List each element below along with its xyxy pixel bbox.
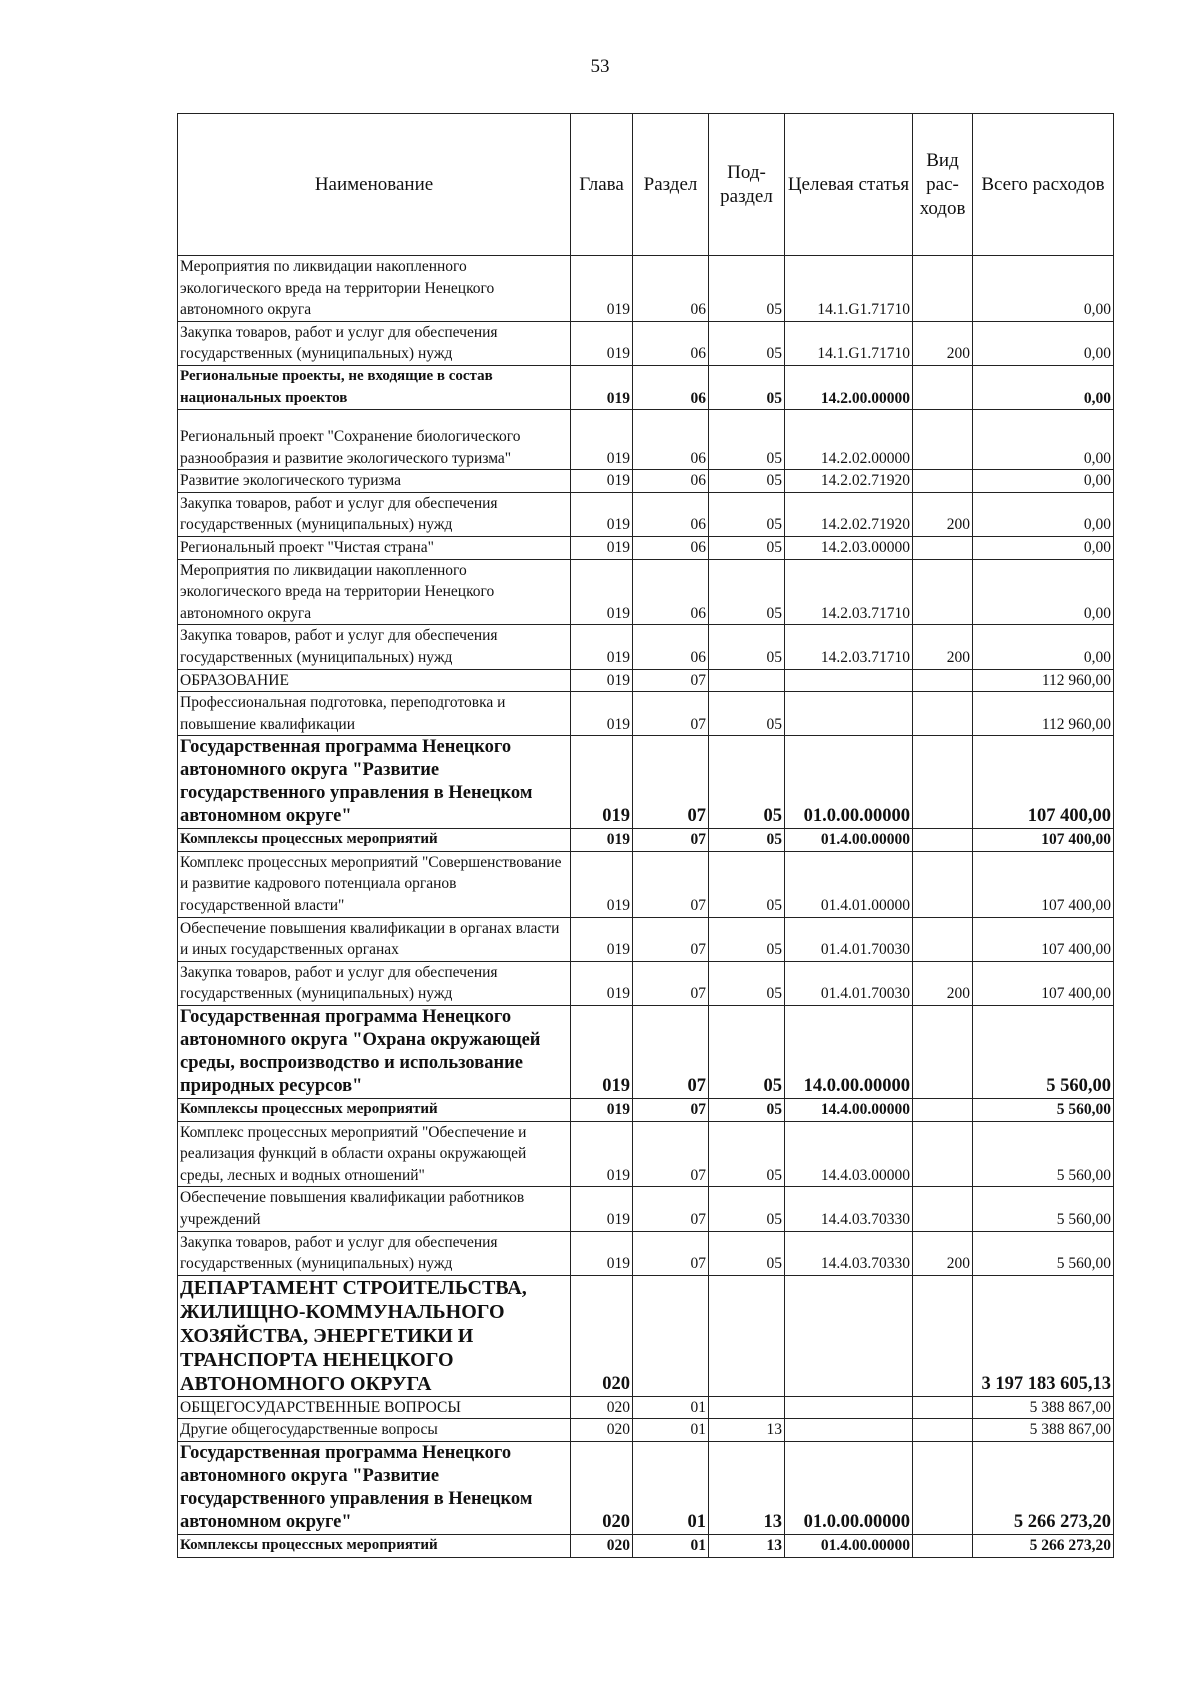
row-celevaya-statya: 01.4.01.70030 <box>785 961 913 1005</box>
row-name: Комплексы процессных мероприятий <box>178 1534 571 1557</box>
row-celevaya-statya: 14.2.03.71710 <box>785 559 913 625</box>
table-row <box>178 410 1114 470</box>
row-total: 0,00 <box>973 536 1114 559</box>
row-razdel: 07 <box>633 1187 709 1231</box>
row-total: 0,00 <box>973 470 1114 493</box>
table-row <box>178 1534 1114 1557</box>
row-vid-rashodov <box>913 1441 973 1534</box>
row-celevaya-statya: 01.4.01.70030 <box>785 917 913 961</box>
row-razdel: 06 <box>633 625 709 669</box>
row-vid-rashodov <box>913 470 973 493</box>
row-razdel: 01 <box>633 1534 709 1557</box>
row-celevaya-statya: 14.1.G1.71710 <box>785 256 913 322</box>
row-glava: 019 <box>571 492 633 536</box>
row-podrazdel: 05 <box>709 492 785 536</box>
row-razdel: 06 <box>633 365 709 409</box>
row-glava: 019 <box>571 1121 633 1187</box>
row-podrazdel: 05 <box>709 692 785 736</box>
row-total: 0,00 <box>973 625 1114 669</box>
row-celevaya-statya: 14.2.02.71920 <box>785 470 913 493</box>
row-podrazdel: 13 <box>709 1534 785 1557</box>
row-total: 0,00 <box>973 365 1114 409</box>
row-razdel: 07 <box>633 917 709 961</box>
row-total: 112 960,00 <box>973 692 1114 736</box>
row-vid-rashodov: 200 <box>913 625 973 669</box>
row-celevaya-statya: 14.4.03.70330 <box>785 1187 913 1231</box>
row-total: 5 266 273,20 <box>973 1441 1114 1534</box>
row-vid-rashodov <box>913 1534 973 1557</box>
row-celevaya-statya: 01.4.00.00000 <box>785 1534 913 1557</box>
row-podrazdel: 05 <box>709 321 785 365</box>
row-celevaya-statya: 01.4.00.00000 <box>785 829 913 852</box>
row-vid-rashodov <box>913 692 973 736</box>
row-glava: 020 <box>571 1275 633 1396</box>
row-name: Мероприятия по ликвидации накопленного экологического вреда на территории Ненецкого автономного округа <box>178 559 571 625</box>
table-header-row <box>178 114 1114 256</box>
row-podrazdel <box>709 1396 785 1419</box>
row-glava: 019 <box>571 961 633 1005</box>
row-name: Комплексы процессных мероприятий <box>178 829 571 852</box>
table-row <box>178 1419 1114 1442</box>
row-vid-rashodov: 200 <box>913 321 973 365</box>
budget-table <box>177 113 1114 1558</box>
row-razdel: 07 <box>633 1006 709 1099</box>
row-razdel: 07 <box>633 1121 709 1187</box>
row-celevaya-statya: 14.1.G1.71710 <box>785 321 913 365</box>
row-name: Обеспечение повышения квалификации в органах власти и иных государственных органах <box>178 917 571 961</box>
header-razdel: Раздел <box>633 114 709 256</box>
row-total: 5 388 867,00 <box>973 1419 1114 1442</box>
table-row <box>178 536 1114 559</box>
row-podrazdel: 05 <box>709 961 785 1005</box>
row-vid-rashodov: 200 <box>913 492 973 536</box>
row-celevaya-statya: 14.0.00.00000 <box>785 1006 913 1099</box>
table-row <box>178 692 1114 736</box>
row-glava: 019 <box>571 1006 633 1099</box>
row-razdel: 06 <box>633 492 709 536</box>
row-razdel: 07 <box>633 669 709 692</box>
row-name: Государственная программа Ненецкого автономного округа "Развитие государственного управления в Ненецком автономном округе" <box>178 1441 571 1534</box>
table-row <box>178 1099 1114 1122</box>
row-glava: 019 <box>571 851 633 917</box>
row-total: 3 197 183 605,13 <box>973 1275 1114 1396</box>
table-row <box>178 1275 1114 1396</box>
row-celevaya-statya: 14.2.00.00000 <box>785 365 913 409</box>
row-vid-rashodov <box>913 669 973 692</box>
row-celevaya-statya <box>785 1396 913 1419</box>
row-vid-rashodov <box>913 559 973 625</box>
row-vid-rashodov: 200 <box>913 961 973 1005</box>
table-row <box>178 625 1114 669</box>
row-vid-rashodov <box>913 851 973 917</box>
row-glava: 019 <box>571 1231 633 1275</box>
header-podrazdel: Под- раздел <box>709 114 785 256</box>
row-name: ОБРАЗОВАНИЕ <box>178 669 571 692</box>
row-vid-rashodov <box>913 917 973 961</box>
row-name: Закупка товаров, работ и услуг для обеспечения государственных (муниципальных) нужд <box>178 492 571 536</box>
row-celevaya-statya <box>785 669 913 692</box>
table-row <box>178 321 1114 365</box>
row-razdel: 07 <box>633 736 709 829</box>
row-glava: 019 <box>571 559 633 625</box>
row-name: ОБЩЕГОСУДАРСТВЕННЫЕ ВОПРОСЫ <box>178 1396 571 1419</box>
header-name: Наименование <box>178 114 571 256</box>
row-razdel: 07 <box>633 1099 709 1122</box>
row-name: Закупка товаров, работ и услуг для обеспечения государственных (муниципальных) нужд <box>178 961 571 1005</box>
row-celevaya-statya <box>785 1419 913 1442</box>
row-podrazdel: 13 <box>709 1441 785 1534</box>
row-podrazdel: 05 <box>709 1099 785 1122</box>
table-row <box>178 1396 1114 1419</box>
header-vid-rashodov: Вид рас- ходов <box>913 114 973 256</box>
row-glava: 019 <box>571 829 633 852</box>
row-glava: 019 <box>571 536 633 559</box>
row-glava: 019 <box>571 669 633 692</box>
table-row <box>178 829 1114 852</box>
row-vid-rashodov <box>913 365 973 409</box>
table-row <box>178 1006 1114 1099</box>
row-vid-rashodov <box>913 256 973 322</box>
row-razdel: 07 <box>633 829 709 852</box>
row-total: 0,00 <box>973 256 1114 322</box>
row-total: 107 400,00 <box>973 961 1114 1005</box>
row-total: 5 388 867,00 <box>973 1396 1114 1419</box>
row-celevaya-statya: 14.2.03.00000 <box>785 536 913 559</box>
row-podrazdel: 05 <box>709 851 785 917</box>
row-total: 0,00 <box>973 559 1114 625</box>
row-name: Государственная программа Ненецкого автономного округа "Охрана окружающей среды, воспроизводство и использование природных ресурсов" <box>178 1006 571 1099</box>
row-glava: 019 <box>571 1187 633 1231</box>
row-celevaya-statya: 14.4.03.70330 <box>785 1231 913 1275</box>
row-vid-rashodov <box>913 736 973 829</box>
table-row <box>178 492 1114 536</box>
row-glava: 019 <box>571 470 633 493</box>
row-podrazdel: 05 <box>709 365 785 409</box>
row-total: 107 400,00 <box>973 851 1114 917</box>
row-glava: 019 <box>571 321 633 365</box>
row-total: 107 400,00 <box>973 736 1114 829</box>
row-total: 5 266 273,20 <box>973 1534 1114 1557</box>
table-row <box>178 851 1114 917</box>
row-glava: 020 <box>571 1441 633 1534</box>
row-total: 5 560,00 <box>973 1187 1114 1231</box>
row-glava: 019 <box>571 625 633 669</box>
row-glava: 019 <box>571 736 633 829</box>
row-podrazdel: 05 <box>709 625 785 669</box>
row-name: Комплекс процессных мероприятий "Совершенствование и развитие кадрового потенциала органов государственной власти" <box>178 851 571 917</box>
row-total: 107 400,00 <box>973 829 1114 852</box>
row-vid-rashodov <box>913 1275 973 1396</box>
row-celevaya-statya: 14.4.03.00000 <box>785 1121 913 1187</box>
header-celevaya-statya: Целевая статья <box>785 114 913 256</box>
table-row <box>178 1441 1114 1534</box>
row-podrazdel: 05 <box>709 559 785 625</box>
row-name: Обеспечение повышения квалификации работников учреждений <box>178 1187 571 1231</box>
row-celevaya-statya: 14.4.00.00000 <box>785 1099 913 1122</box>
row-podrazdel: 05 <box>709 829 785 852</box>
row-vid-rashodov <box>913 1006 973 1099</box>
row-celevaya-statya: 14.2.03.71710 <box>785 625 913 669</box>
header-glava: Глава <box>571 114 633 256</box>
row-celevaya-statya: 01.0.00.00000 <box>785 736 913 829</box>
row-glava: 019 <box>571 365 633 409</box>
row-podrazdel: 05 <box>709 1006 785 1099</box>
row-name: Закупка товаров, работ и услуг для обеспечения государственных (муниципальных) нужд <box>178 625 571 669</box>
row-celevaya-statya: 14.2.02.71920 <box>785 492 913 536</box>
row-podrazdel: 13 <box>709 1419 785 1442</box>
row-total: 107 400,00 <box>973 917 1114 961</box>
row-razdel: 07 <box>633 692 709 736</box>
row-name: Государственная программа Ненецкого автономного округа "Развитие государственного управления в Ненецком автономном округе" <box>178 736 571 829</box>
row-glava: 019 <box>571 256 633 322</box>
table-row <box>178 1187 1114 1231</box>
row-razdel: 06 <box>633 410 709 470</box>
row-podrazdel: 05 <box>709 256 785 322</box>
row-total: 0,00 <box>973 492 1114 536</box>
row-razdel: 07 <box>633 961 709 1005</box>
row-vid-rashodov <box>913 1396 973 1419</box>
table-row <box>178 1121 1114 1187</box>
row-razdel: 06 <box>633 470 709 493</box>
row-vid-rashodov <box>913 1187 973 1231</box>
row-total: 5 560,00 <box>973 1099 1114 1122</box>
row-vid-rashodov <box>913 1099 973 1122</box>
row-podrazdel <box>709 1275 785 1396</box>
row-razdel <box>633 1275 709 1396</box>
row-podrazdel: 05 <box>709 1187 785 1231</box>
row-glava: 020 <box>571 1534 633 1557</box>
row-total: 0,00 <box>973 410 1114 470</box>
row-glava: 019 <box>571 1099 633 1122</box>
row-podrazdel: 05 <box>709 917 785 961</box>
row-celevaya-statya: 01.0.00.00000 <box>785 1441 913 1534</box>
row-vid-rashodov <box>913 536 973 559</box>
row-total: 0,00 <box>973 321 1114 365</box>
row-razdel: 06 <box>633 321 709 365</box>
row-name: Развитие экологического туризма <box>178 470 571 493</box>
table-row <box>178 1231 1114 1275</box>
table-row <box>178 365 1114 409</box>
row-glava: 020 <box>571 1396 633 1419</box>
row-vid-rashodov <box>913 1419 973 1442</box>
row-total: 112 960,00 <box>973 669 1114 692</box>
row-razdel: 06 <box>633 536 709 559</box>
table-row <box>178 559 1114 625</box>
row-celevaya-statya <box>785 692 913 736</box>
row-podrazdel <box>709 669 785 692</box>
row-vid-rashodov <box>913 410 973 470</box>
table-row <box>178 669 1114 692</box>
row-razdel: 01 <box>633 1396 709 1419</box>
row-razdel: 01 <box>633 1441 709 1534</box>
page-number: 53 <box>590 56 610 77</box>
row-name: Закупка товаров, работ и услуг для обеспечения государственных (муниципальных) нужд <box>178 321 571 365</box>
row-podrazdel: 05 <box>709 536 785 559</box>
row-podrazdel: 05 <box>709 470 785 493</box>
row-vid-rashodov <box>913 1121 973 1187</box>
row-name: ДЕПАРТАМЕНТ СТРОИТЕЛЬСТВА, ЖИЛИЩНО-КОММУНАЛЬНОГО ХОЗЯЙСТВА, ЭНЕРГЕТИКИ И ТРАНСПОРТА НЕНЕЦКОГО АВТОНОМНОГО ОКРУГА <box>178 1275 571 1396</box>
row-name: Комплексы процессных мероприятий <box>178 1099 571 1122</box>
row-glava: 019 <box>571 917 633 961</box>
row-razdel: 06 <box>633 256 709 322</box>
row-glava: 019 <box>571 410 633 470</box>
row-celevaya-statya <box>785 1275 913 1396</box>
table-row <box>178 961 1114 1005</box>
row-glava: 020 <box>571 1419 633 1442</box>
row-total: 5 560,00 <box>973 1006 1114 1099</box>
row-name: Закупка товаров, работ и услуг для обеспечения государственных (муниципальных) нужд <box>178 1231 571 1275</box>
row-razdel: 01 <box>633 1419 709 1442</box>
row-celevaya-statya: 01.4.01.00000 <box>785 851 913 917</box>
table-row <box>178 470 1114 493</box>
row-razdel: 07 <box>633 851 709 917</box>
row-name: Комплекс процессных мероприятий "Обеспечение и реализация функций в области охраны окружающей среды, лесных и водных отношений" <box>178 1121 571 1187</box>
table-row <box>178 736 1114 829</box>
header-total: Всего расходов <box>973 114 1114 256</box>
row-name: Профессиональная подготовка, переподготовка и повышение квалификации <box>178 692 571 736</box>
row-name: Региональные проекты, не входящие в состав национальных проектов <box>178 365 571 409</box>
row-name: Мероприятия по ликвидации накопленного экологического вреда на территории Ненецкого автономного округа <box>178 256 571 322</box>
row-glava: 019 <box>571 692 633 736</box>
row-total: 5 560,00 <box>973 1121 1114 1187</box>
row-total: 5 560,00 <box>973 1231 1114 1275</box>
row-podrazdel: 05 <box>709 736 785 829</box>
row-razdel: 07 <box>633 1231 709 1275</box>
row-name: Региональный проект "Сохранение биологического разнообразия и развитие экологического туризма" <box>178 410 571 470</box>
row-podrazdel: 05 <box>709 410 785 470</box>
row-name: Региональный проект "Чистая страна" <box>178 536 571 559</box>
row-podrazdel: 05 <box>709 1121 785 1187</box>
row-razdel: 06 <box>633 559 709 625</box>
row-celevaya-statya: 14.2.02.00000 <box>785 410 913 470</box>
row-vid-rashodov <box>913 829 973 852</box>
table-row <box>178 256 1114 322</box>
row-name: Другие общегосударственные вопросы <box>178 1419 571 1442</box>
table-row <box>178 917 1114 961</box>
row-podrazdel: 05 <box>709 1231 785 1275</box>
row-vid-rashodov: 200 <box>913 1231 973 1275</box>
